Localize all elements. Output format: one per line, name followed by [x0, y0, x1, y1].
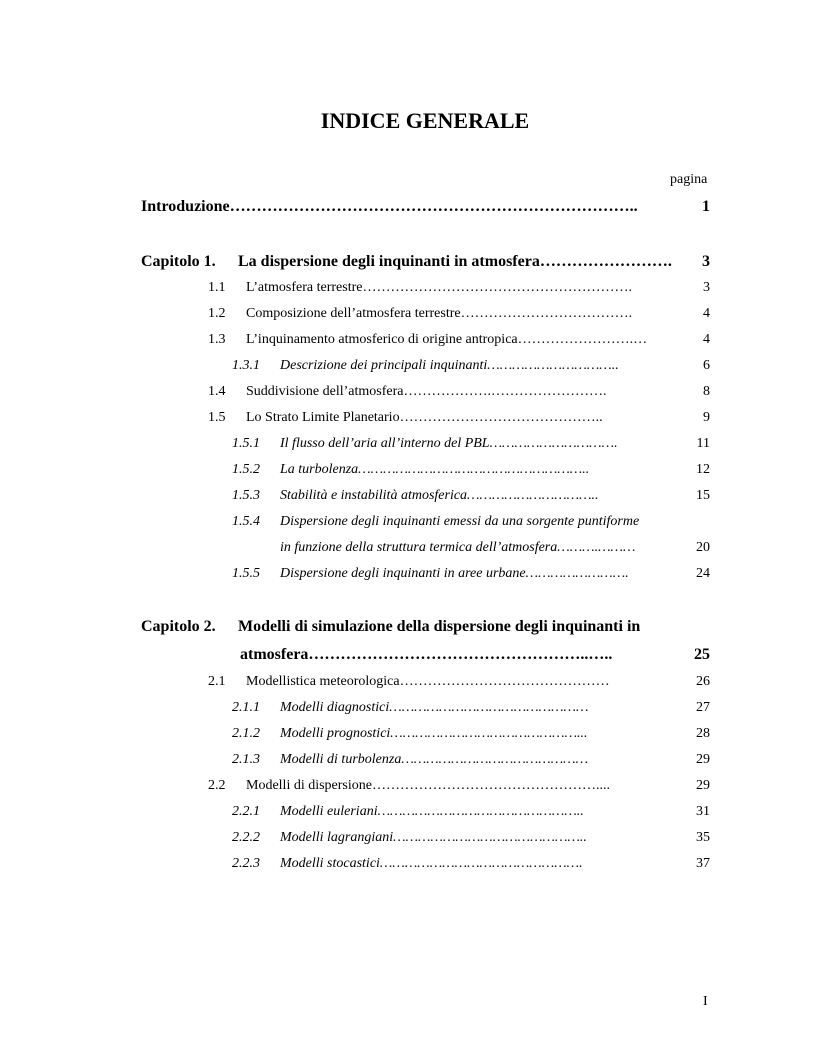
- toc-intro-page: 1: [702, 198, 710, 215]
- toc-entry-page: 29: [696, 778, 710, 793]
- toc-entry-page: 4: [703, 332, 710, 347]
- toc-subentry-page: 27: [696, 700, 710, 715]
- toc-subentry-title: Modelli stocastici………………………………………….: [280, 856, 583, 871]
- toc-entry-page: 3: [703, 280, 710, 295]
- toc-entry-number: 2.2: [208, 778, 226, 793]
- toc-entry-title: Modellistica meteorologica………………………………………: [246, 674, 610, 689]
- toc-subentry-title: Modelli di turbolenza………………………………………: [280, 752, 589, 767]
- toc-subentry-page: 24: [696, 566, 710, 581]
- toc-subentry-number: 2.1.3: [232, 752, 260, 767]
- toc-subentry-title: Modelli diagnostici…………………………………………: [280, 700, 589, 715]
- toc-entry-number: 1.4: [208, 384, 226, 399]
- toc-subentry-page: 37: [696, 856, 710, 871]
- toc-subentry-number: 1.5.2: [232, 462, 260, 477]
- toc-intro-title: Introduzione…………………………………………………………………..: [141, 198, 638, 215]
- toc-subentry-title-continued: in funzione della struttura termica dell’atmosfera……….………: [280, 540, 636, 555]
- toc-subentry-title: La turbolenza………………………………………………..: [280, 462, 590, 477]
- chapter-2-page: 25: [694, 646, 710, 663]
- toc-entry-number: 1.5: [208, 410, 226, 425]
- toc-entry-number: 1.1: [208, 280, 226, 295]
- toc-subentry-title: Dispersione degli inquinanti in aree urbane…………………….: [280, 566, 629, 581]
- toc-subentry-number: 2.2.2: [232, 830, 260, 845]
- chapter-1-number: Capitolo 1.: [141, 253, 216, 270]
- toc-subentry-number: 2.1.1: [232, 700, 260, 715]
- toc-subentry-page: 35: [696, 830, 710, 845]
- chapter-2-number: Capitolo 2.: [141, 618, 216, 635]
- toc-subentry-page: 20: [696, 540, 710, 555]
- chapter-2-title-continued: atmosfera……………………………………………..…..: [240, 646, 613, 663]
- toc-subentry-page: 6: [703, 358, 710, 373]
- toc-subentry-page: 15: [696, 488, 710, 503]
- page-title: INDICE GENERALE: [320, 108, 530, 133]
- toc-entry-title: L’inquinamento atmosferico di origine antropica…………………….…: [246, 332, 648, 347]
- toc-entry-title: Suddivisione dell’atmosfera……………….…………………….: [246, 384, 607, 399]
- chapter-1-title: La dispersione degli inquinanti in atmosfera…………………….: [238, 253, 672, 270]
- toc-subentry-number: 2.2.3: [232, 856, 260, 871]
- toc-entry-number: 1.3: [208, 332, 226, 347]
- toc-entry-title: Lo Strato Limite Planetario……………………………………..: [246, 410, 603, 425]
- toc-entry-title: L’atmosfera terrestre………………………………………………….: [246, 280, 632, 295]
- toc-entry-title: Composizione dell’atmosfera terrestre……………………………….: [246, 306, 633, 321]
- toc-subentry-page: 31: [696, 804, 710, 819]
- toc-subentry-title: Modelli lagrangiani………………………………………..: [280, 830, 587, 845]
- toc-entry-page: 8: [703, 384, 710, 399]
- toc-subentry-page: 29: [696, 752, 710, 767]
- page-number-footer: I: [703, 994, 708, 1009]
- toc-subentry-number: 1.5.5: [232, 566, 260, 581]
- toc-subentry-number: 1.5.1: [232, 436, 260, 451]
- toc-entry-page: 26: [696, 674, 710, 689]
- toc-entry-title: Modelli di dispersione…………………………………………....: [246, 778, 610, 793]
- chapter-1-page: 3: [702, 253, 710, 270]
- toc-subentry-title: Modelli euleriani…………………………………………..: [280, 804, 584, 819]
- toc-subentry-number: 1.5.4: [232, 514, 260, 529]
- toc-subentry-number: 1.3.1: [232, 358, 260, 373]
- toc-subentry-title: Stabilità e instabilità atmosferica…………………………..: [280, 488, 599, 503]
- toc-subentry-title: Modelli prognostici………………………………………...: [280, 726, 588, 741]
- page-column-header: pagina: [670, 172, 708, 187]
- toc-subentry-page: 11: [696, 436, 710, 451]
- toc-subentry-number: 2.1.2: [232, 726, 260, 741]
- toc-subentry-number: 2.2.1: [232, 804, 260, 819]
- toc-subentry-title: Dispersione degli inquinanti emessi da una sorgente puntiforme: [280, 514, 640, 529]
- toc-subentry-title: Descrizione dei principali inquinanti…………………………..: [280, 358, 619, 373]
- toc-subentry-page: 12: [696, 462, 710, 477]
- toc-entry-number: 2.1: [208, 674, 226, 689]
- toc-subentry-title: Il flusso dell’aria all’interno del PBL………………………….: [280, 436, 618, 451]
- toc-entry-number: 1.2: [208, 306, 226, 321]
- toc-entry-page: 9: [703, 410, 710, 425]
- chapter-2-title: Modelli di simulazione della dispersione degli inquinanti in: [238, 618, 641, 635]
- toc-subentry-number: 1.5.3: [232, 488, 260, 503]
- toc-entry-page: 4: [703, 306, 710, 321]
- toc-subentry-page: 28: [696, 726, 710, 741]
